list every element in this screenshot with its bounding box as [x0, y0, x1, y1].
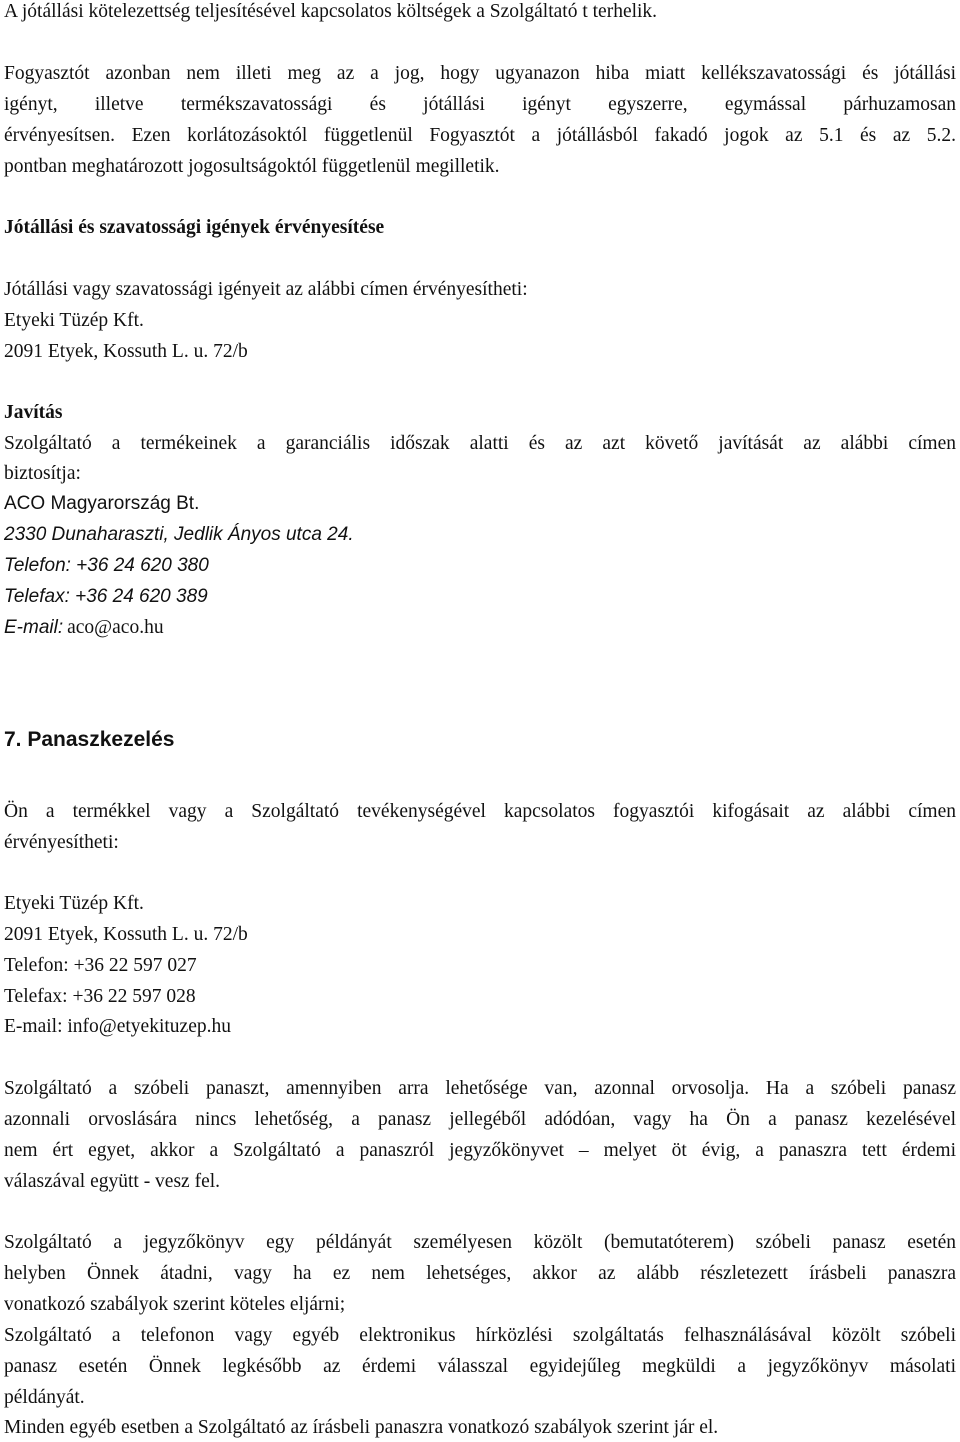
complaints-intro-line-1: Ön a termékkel vagy a Szolgáltató tevékenységével kapcsolatos fogyasztói kifogásait az alábbi címen	[4, 801, 956, 822]
repair-address: 2330 Dunaharaszti, Jedlik Ányos utca 24.	[4, 524, 354, 545]
repair-company: ACO Magyarország Bt.	[4, 493, 200, 514]
record-para-line-2: helyben Önnek átadni, vagy ha ez nem lehetséges, akkor az alább részletezett írásbeli panaszra	[4, 1263, 956, 1284]
repair-phone: Telefon: +36 24 620 380	[4, 555, 209, 576]
repair-text-line-2: biztosítja:	[4, 463, 81, 484]
repair-text-line-1: Szolgáltató a termékeinek a garanciális időszak alatti és az azt követő javítását az alábbi címen	[4, 433, 956, 454]
record-para-line-6: példányát.	[4, 1387, 85, 1408]
warranty-cost-line: A jótállási kötelezettség teljesítésével kapcsolatos költségek a Szolgáltató t terhelik.	[4, 1, 658, 22]
complaints-company: Etyeki Tüzép Kft.	[4, 893, 144, 914]
warranty-para-line-2: igényt, illetve termékszavatossági és jótállási igényt egyszerre, egymással párhuzamosan	[4, 94, 956, 115]
warranty-para-line-4: pontban meghatározott jogosultságoktól függetlenül megilletik.	[4, 156, 500, 177]
record-para-line-5: panasz esetén Önnek legkésőbb az érdemi válasszal egyidejűleg megküldi a jegyzőkönyv másolati	[4, 1356, 956, 1377]
complaints-address: 2091 Etyek, Kossuth L. u. 72/b	[4, 924, 248, 945]
complaints-fax: Telefax: +36 22 597 028	[4, 986, 196, 1007]
repair-heading: Javítás	[4, 402, 63, 423]
repair-fax: Telefax: +36 24 620 389	[4, 586, 208, 607]
claims-intro: Jótállási vagy szavatossági igényeit az alábbi címen érvényesítheti:	[4, 279, 528, 300]
claims-address: 2091 Etyek, Kossuth L. u. 72/b	[4, 341, 248, 362]
oral-para-line-1: Szolgáltató a szóbeli panaszt, amennyiben arra lehetősége van, azonnal orvosolja. Ha a szóbeli panasz	[4, 1078, 956, 1099]
record-para-line-3: vonatkozó szabályok szerint köteles eljárni;	[4, 1294, 346, 1315]
repair-email-link[interactable]: aco@aco.hu	[67, 617, 164, 638]
claims-company: Etyeki Tüzép Kft.	[4, 310, 144, 331]
record-para-line-4: Szolgáltató a telefonon vagy egyéb elektronikus hírközlési szolgáltatás felhasználásával közölt szóbeli	[4, 1325, 956, 1346]
record-para-line-7: Minden egyéb esetben a Szolgáltató az írásbeli panaszra vonatkozó szabályok szerint jár el.	[4, 1417, 719, 1438]
warranty-para-line-3: érvényesítsen. Ezen korlátozásoktól függetlenül Fogyasztót a jótállásból fakadó jogok az 5.1 és az 5.2.	[4, 125, 956, 146]
oral-para-line-4: válaszával együtt - vesz fel.	[4, 1171, 221, 1192]
oral-para-line-3: nem ért egyet, akkor a Szolgáltató a panaszról jegyzőkönyvet – melyet öt évig, a panaszra tett érdemi	[4, 1140, 956, 1161]
complaints-intro-line-2: érvényesítheti:	[4, 832, 119, 853]
record-para-line-1: Szolgáltató a jegyzőkönyv egy példányát személyesen közölt (bemutatóterem) szóbeli panasz esetén	[4, 1232, 956, 1253]
complaints-email[interactable]: E-mail: info@etyekituzep.hu	[4, 1016, 231, 1037]
claims-heading: Jótállási és szavatossági igények érvényesítése	[4, 217, 385, 238]
complaints-phone: Telefon: +36 22 597 027	[4, 955, 197, 976]
complaints-heading: 7. Panaszkezelés	[4, 728, 175, 751]
warranty-para-line-1: Fogyasztót azonban nem illeti meg az a jog, hogy ugyanazon hiba miatt kellékszavatossági és jótállási	[4, 63, 956, 84]
repair-email-row	[4, 616, 164, 641]
repair-email-label: E-mail:	[4, 617, 64, 638]
oral-para-line-2: azonnali orvoslására nincs lehetőség, a panasz jellegéből adódóan, vagy ha Ön a panasz kezelésével	[4, 1109, 956, 1130]
